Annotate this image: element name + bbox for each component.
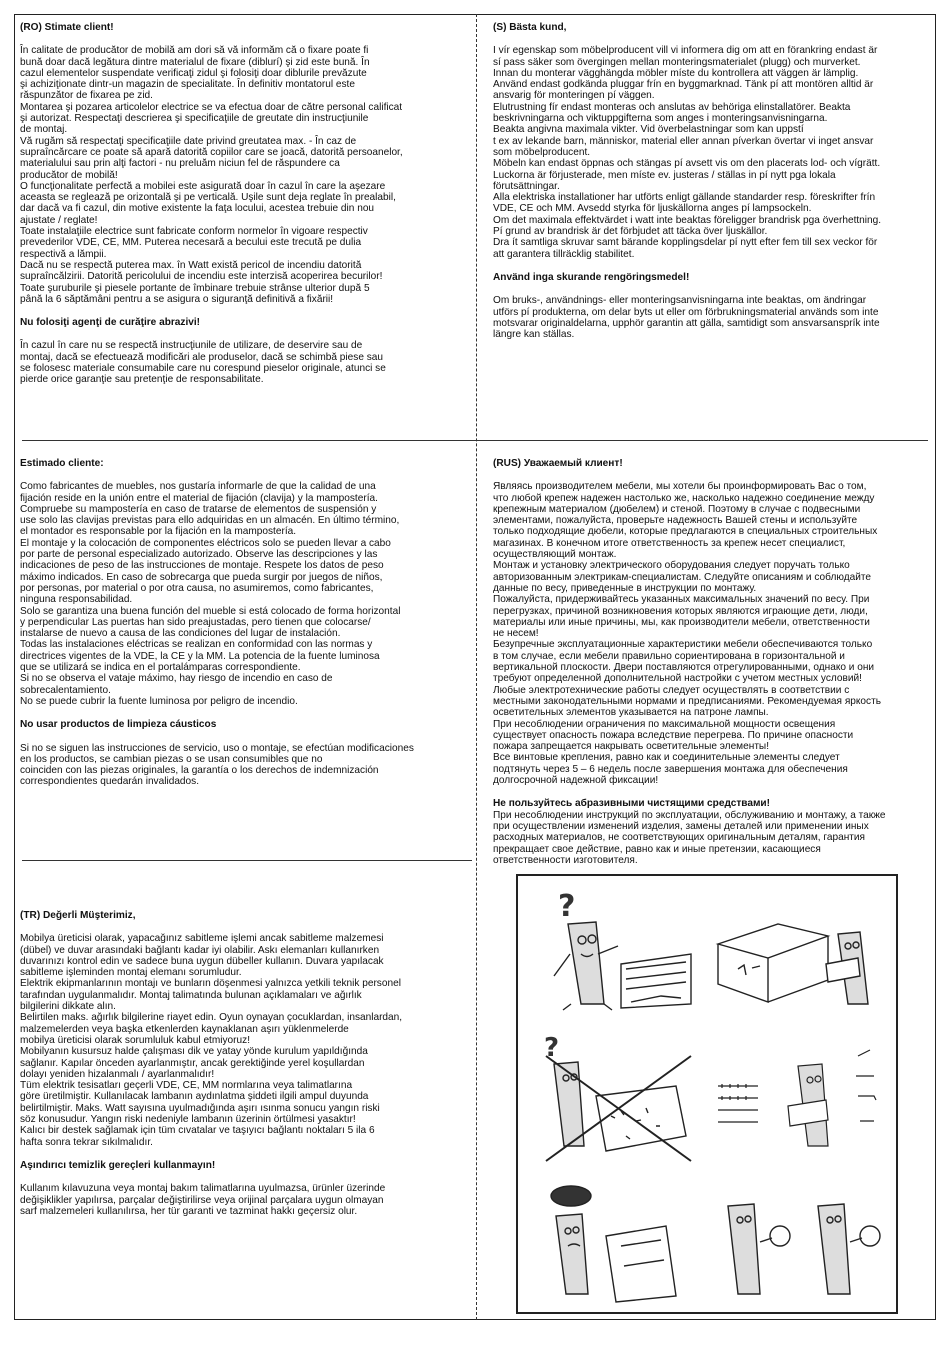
row-separator [22, 860, 472, 861]
section-tr [20, 910, 472, 1217]
magnifier-icon [770, 1226, 790, 1246]
section-ru [493, 458, 938, 866]
section-footer: În cazul în care nu se respectă instrucţiunile de utilizare, de deservire sau de montaj, dacă se efectuează modificări ale produselor, dacă se schimbă piese sau se folosesc materiale consumabile care nu corespund pieselor originale, atunci se pierde orice garanţie sau pretenţie de responsabilitate. [20, 340, 386, 386]
section-body: Como fabricantes de muebles, nos gustaría informarle de que la calidad de una fijación reside en la unión entre el material de fijación (clavija) y la mampostería. Compruebe su mampostería en caso de tratarse de elementos de suspensión y use solo las clavijas previstas para ello adquiridas en un almacén. En último término, el montador es responsable por la fijación en la mampostería. El montaje y la colocación de componentes eléctricos solo se pueden llevar a cabo por parte de personal especializado autorizado. Observe las descripciones y las indicaciones de peso de las instrucciones de montaje. Respete los datos de peso máximo indicados. En caso de sobrecarga que pueda surgir por juegos de niños, por personas, por material o por otra causa, no asumiremos, como fabricantes, ninguna responsabilidad. Solo se garantiza una buena función del mueble si está colocado de forma horizontal y perpendicular Las puertas han sido preajustadas, pero tienen que colocarse/ instalarse de nuevo a causa de las condiciones del lugar de instalación. Todas las instalaciones eléctricas se realizan en conformidad con las normas y directrices vigentes de la VDE, la CE y la MM. La potencia de la fuente luminosa que se utilizará se indica en el portalámparas correspondiente. Si no se observa el vataje máximo, hay riesgo de incendio en caso de sobrecalentamiento. No se puede cubrir la fuente luminosa por peligro de incendio. [20, 481, 401, 707]
illustration-panel-2 [708, 884, 888, 1014]
section-footer: Si no se siguen las instrucciones de servicio, uso o montaje, se efectúan modificaciones en los productos, se cambian piezas o se usan consumibles que no coinciden con las piezas originales, la garantía o los derechos de indemnización correspondientes quedarán invalidados. [20, 742, 414, 788]
illustration-panel-5 [526, 1176, 696, 1306]
section-footer: Om bruks-, användnings- eller monteringsanvisningarna inte beaktas, om ändringar utförs pí produkterna, om delar byts ut eller om förbrukningsmaterial används som inte motsvarar originaldelarna, upphör garantin att gälla, samtidigt som ansvarsansprík inte längre kan ställas. [493, 295, 880, 341]
section-title: (TR) Değerli Müşterimiz, [20, 910, 136, 921]
section-footer: Kullanım kılavuzuna veya montaj bakım talimatlarına uyulmazsa, ürünler üzerinde değişiklikler yapılırsa, parçalar değiştirilirse veya orijinal parçalara uygun olmayan sarf malzemeleri kullanılırsa, her tür garanti ve tazminat hakkı geçersiz olur. [20, 1183, 386, 1217]
section-warning: Aşındırıcı temizlik gereçleri kullanmayın! [20, 1159, 216, 1171]
illustration-panel-4 [708, 1026, 888, 1166]
section-warning: Använd inga skurande rengöringsmedel! [493, 271, 690, 283]
section-ro [20, 22, 472, 386]
section-warning: Не пользуйтесь абразивными чистящими средствами! [493, 798, 770, 810]
illustration-panel-6 [708, 1176, 888, 1306]
illustration-panel-3 [526, 1026, 696, 1166]
section-title: Estimado cliente: [20, 458, 104, 469]
section-title: (RUS) Уважаемый клиент! [493, 458, 623, 469]
section-body: I vír egenskap som möbelproducent vill vi informera dig om att en förankring endast är sí pass säker som övergingen mellan monteringsmaterialet (plugg) och murverket. Innan du monterar vägghängda möbler míste du kontrollera att väggen är lämplig. Använd endast godkända pluggar frín en byggmarknad. Tänk pí att montören alltid är ansvarig för monteringen pí väggen. Elutrustning fír endast monteras och anslutas av behöriga elinstallatörer. Beakta beskrivningarna och viktuppgifterna som anges i monteringsanvisningarna. Beakta angivna maximala vikter. Vid överbelastningar som kan uppstí t ex av lekande barn, människor, material eller annan píverkan övertar vi inget ansvar som möbelproducent. Möbeln kan endast öppnas och stängas pí avsett vis om den placerats lod- och vígrätt. Luckorna är förjusterade, men míste ev. justeras / ställas in pí nytt pga lokala förutsättningar. Alla elektriska installationer har utförts enligt gällande standarder resp. föreskrifter frín VDE, CE och MM. Avsedd styrka för ljuskällorna anges pí lampsockeln. Om det maximala effektvärdet i watt inte beaktas föreligger brandrisk pga överhettning. Pí grund av brandrisk är det förbjudet att täcka över ljuskällor. Dra ít samtliga skruvar samt bärande kopplingsdelar pí nytt efter fem till sex veckor för att garantera tillräcklig stabilitet. [493, 45, 882, 260]
question-mark-icon: ? [558, 889, 576, 924]
illustration-panel-1 [526, 884, 696, 1014]
question-mark-icon: ? [544, 1033, 560, 1063]
section-title: (S) Bästa kund, [493, 22, 567, 33]
column-divider [476, 14, 477, 1320]
section-se [493, 22, 933, 340]
section-footer: При несоблюдении инструкций по эксплуатации, обслуживанию и монтажу, а также при осуществлении изменений изделия, замены деталей или применении иных расходных материалов, не соответствующих оригинальным деталям, гарантия прекращает свое действие, равно как и иные претензии, касающиеся ответственности изготовителя. [493, 809, 886, 866]
section-warning: No usar productos de limpieza cáusticos [20, 719, 217, 731]
assembly-illustration [516, 874, 898, 1314]
cloud-icon [551, 1186, 591, 1206]
section-body: În calitate de producător de mobilă am dori să vă informăm că o fixare poate fi bună doar dacă legătura dintre materialul de fixare (diblurí) şi zid este bună. În cazul elementelor suspendate verificaţi zidul şi folosiţi doar diblurile prevăzute şi achiziţionate dintr-un magazin de specialitate. În definitiv montatorul este răspunzător de fixarea pe zid. Montarea şi pozarea articolelor electrice se va efectua doar de către personal calificat şi autorizat. Respectaţi descrierea şi specificaţiile de greutate din instrucţiunile de montaj. Vă rugăm să respectaţi specificaţiile date privind greutatea max. - În caz de supraîncărcare ce poate să apară datorită copiilor care se joacă, datorită persoanelor, materialului sau prin alţi factori - nu preluăm niciun fel de răspundere ca producător de mobilă! O funcţionalitate perfectă a mobilei este asigurată doar în cazul în care la aşezare aceasta se reglează pe orizontală şi pe verticală. Uşile sunt deja reglate în prealabil, dar dacă va fi cazul, din motive existente la faţa locului, acestea trebuie din nou ajustate / reglate! Toate instalaţiile electrice sunt fabricate conform normelor în vigoare respectiv prevederilor VDE, CE, MM. Puterea necesară a becului este trecută pe dulia respectivă a lămpii. Dacă nu se respectă puterea max. în Watt există pericol de incendiu datorită supraîncălzirii. Datorită pericolului de incendiu este interzisă acoperirea becurilor! Toate şuruburile şi piesele portante de îmbinare trebuie strânse ulterior după 5 până la 6 săptămâni pentru a se asigura o siguranţă definitivă a fixării! [20, 45, 403, 305]
section-body: Mobilya üreticisi olarak, yapacağınız sabitleme işlemi ancak sabitleme malzemesi (dübel) ve duvar arasındaki bağlantı kadar iyi olabilir. Askı elemanları kullanırken duvarınızı kontrol edin ve sadece buna uygun dübeller kullanın. Duvara yapılacak sabitleme işleminden montaj elemanı sorumludur. Elektrik ekipmanlarının montajı ve bunların döşenmesi yalnızca yetkili teknik personel tarafından uygulanmalıdır. Montaj talimatında bulunan açıklamaları ve ağırlık bilgilerini dikkate alın. Belirtilen maks. ağırlık bilgilerine riayet edin. Oyun oynayan çocuklardan, insanlardan, malzemelerden veya başka etkenlerden kaynaklanan aşırı yüklenmelerde mobilya üreticisi olarak sorumluluk kabul etmiyoruz! Mobilyanın kusursuz halde çalışması dik ve yatay yönde kurulum yapıldığında sağlanır. Kapılar önceden ayarlanmıştır, ancak gerektiğinde yerel koşullardan dolayı yeniden hizalanmalı / ayarlanmalıdır! Tüm elektrik tesisatları geçerli VDE, CE, MM normlarına veya talimatlarına göre üretilmiştir. Kullanılacak lambanın aydınlatma şiddeti ilgili ampul duyunda belirtilmiştir. Maks. Watt sayısına uyulmadığında aşırı ısınma sonucu yangın riski söz konusudur. Yangın riski nedeniyle lambanın üzerinin örtülmesi yasaktır! Kalıcı bir destek sağlamak için tüm cıvatalar ve taşıyıcı bağlantı noktaları 5 ila 6 hafta sonra tekrar sıkılmalıdır. [20, 933, 403, 1148]
section-title: (RO) Stimate client! [20, 22, 114, 33]
section-es [20, 458, 472, 788]
row-separator [22, 440, 928, 441]
section-warning: Nu folosiţi agenţi de curăţire abrazivi! [20, 317, 201, 329]
section-body: Являясь производителем мебели, мы хотели бы проинформировать Вас о том, что любой крепеж надежен настолько же, насколько надежно соединение между крепежным материалом (дюбелем) и стеной. Поэтому в случае с подвесными элементами, пожалуйста, проверьте надежность Вашей стены и используйте только подходящие дюбели, которые предлагаются в специальных строительных магазинах. В конечном итоге ответственность за крепеж несет специалист, осуществляющий монтаж. Монтаж и установку электрического оборудования следует поручать только авторизованным электрикам-специалистам. Следуйте описаниям и соблюдайте данные по весу, приведенные в инструкции по монтажу. Пожалуйста, придерживайтесь указанных максимальных значений по весу. При перегрузках, причиной возникновения которых являются играющие дети, люди, материалы или иные причины, мы, как производители мебели, ответственности не несем! Безупречные эксплуатационные характеристики мебели обеспечиваются только в том случае, если мебели правильно сориентирована в горизонтальной и вертикальной плоскости. Двери поставляются отрегулированными, однако и они требуют определенной дополнительной настройки с учетом местных условий! Любые электротехнические работы следует осуществлять в соответствии с местными законодательными нормами и предписаниями. Рекомендуемая яркость осветительных элементов указывается на патроне лампы. При несоблюдении ограничения по максимальной мощности освещения существует опасность пожара вследствие перегрева. По причине опасности пожара запрещается накрывать осветительные элементы! Все винтовые крепления, равно как и соединительные элементы следует подтянуть через 5 – 6 недель после завершения монтажа для обеспечения долгосрочной надежной фиксации! [493, 481, 881, 787]
